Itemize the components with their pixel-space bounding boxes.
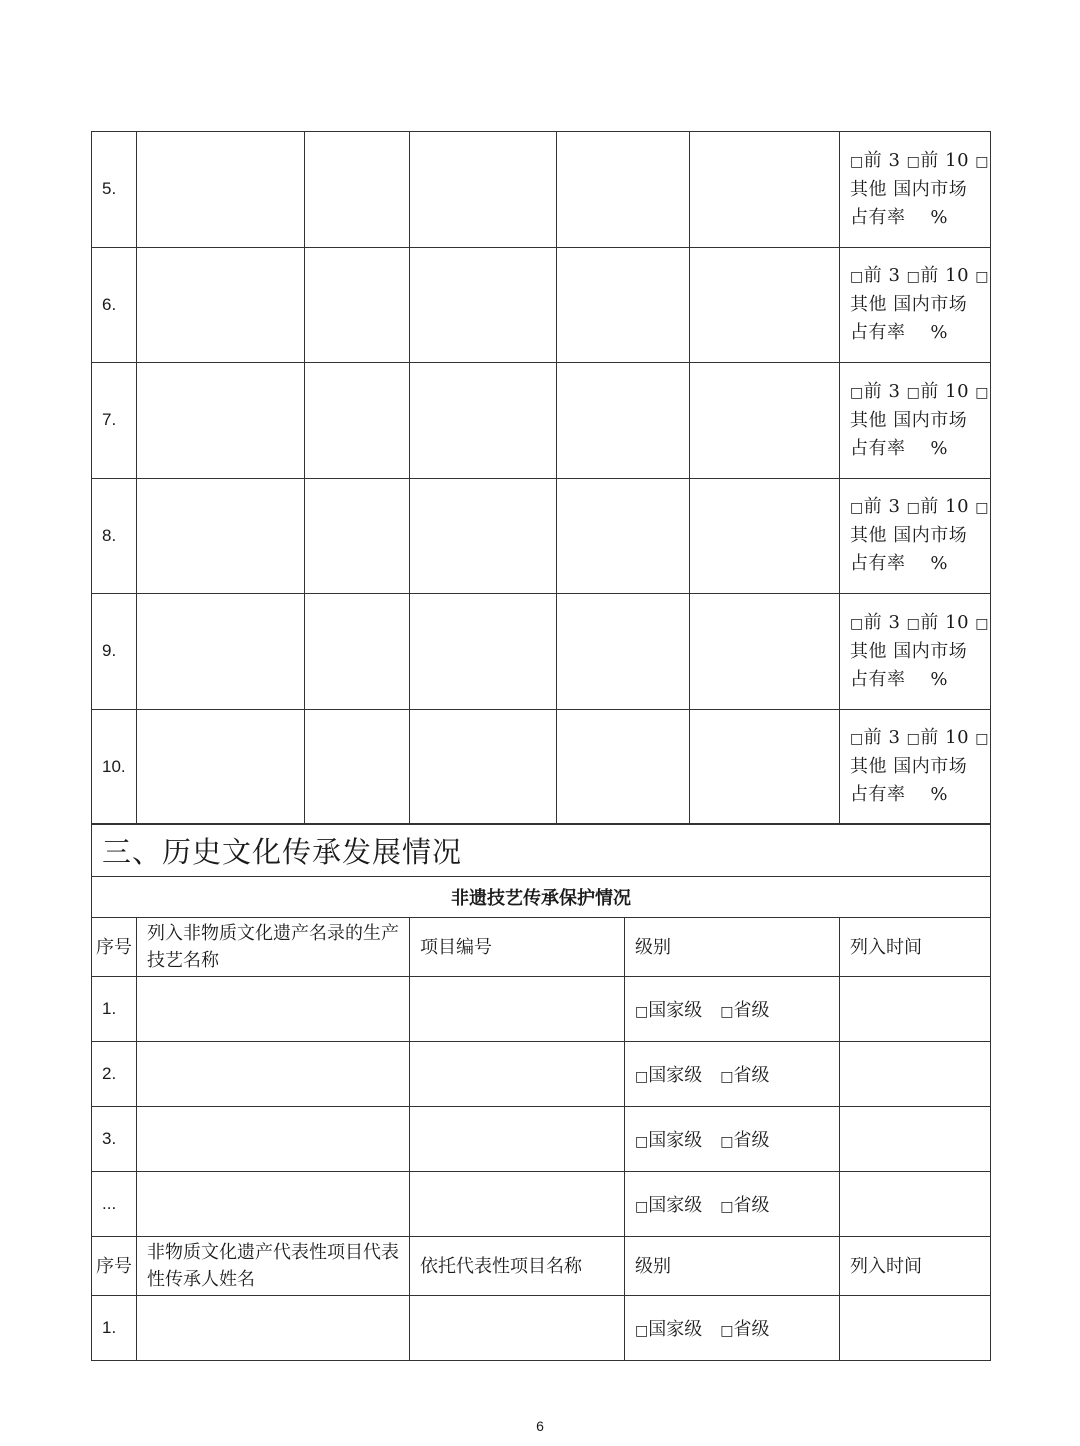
empty-cell[interactable] xyxy=(137,247,305,363)
table-row xyxy=(92,1296,991,1361)
rank-line-3: 占有率 % xyxy=(850,437,948,459)
rank-line-1 xyxy=(850,724,990,753)
rank-line-3: 占有率 % xyxy=(850,553,948,575)
empty-cell[interactable] xyxy=(557,363,690,479)
rank-line-2: 其他 国内市场 xyxy=(850,178,968,200)
checkbox-top10[interactable]: □ xyxy=(906,500,921,517)
checkbox-national[interactable]: □ xyxy=(635,1004,649,1020)
level-national: 国家级 xyxy=(648,1000,703,1021)
table-row xyxy=(92,132,991,248)
subtitle: 非遗技艺传承保护情况 xyxy=(92,877,991,918)
level-provincial: 省级 xyxy=(733,1065,770,1086)
rank-line-2: 其他 国内市场 xyxy=(850,409,968,431)
market-rank-cell xyxy=(840,132,991,248)
empty-cell[interactable] xyxy=(305,478,410,594)
checkbox-provincial[interactable]: □ xyxy=(720,1323,734,1339)
table-row xyxy=(92,247,991,363)
level-options xyxy=(625,1042,840,1107)
empty-cell[interactable] xyxy=(410,478,557,594)
empty-cell[interactable] xyxy=(410,594,557,710)
header2-name: 非物质文化遗产代表性项目代表性传承人姓名 xyxy=(137,1237,410,1296)
table-row xyxy=(92,1042,991,1107)
checkbox-provincial[interactable]: □ xyxy=(720,1134,734,1150)
level-options xyxy=(625,1296,840,1361)
rank-line-1 xyxy=(850,609,990,638)
header2-project: 依托代表性项目名称 xyxy=(410,1237,625,1296)
empty-cell[interactable] xyxy=(305,132,410,248)
row-number: 6. xyxy=(92,247,137,363)
option-top3: 前 3 xyxy=(863,265,901,287)
level-national: 国家级 xyxy=(648,1195,703,1216)
header2-seq: 序号 xyxy=(92,1237,137,1296)
checkbox-top3[interactable]: □ xyxy=(850,153,864,170)
checkbox-other[interactable]: □ xyxy=(975,153,989,170)
empty-cell[interactable] xyxy=(690,247,840,363)
checkbox-top3[interactable]: □ xyxy=(850,500,864,517)
checkbox-top3[interactable]: □ xyxy=(850,384,864,401)
checkbox-top10[interactable]: □ xyxy=(906,615,921,632)
checkbox-provincial[interactable]: □ xyxy=(720,1004,734,1020)
market-rank-cell xyxy=(840,709,991,825)
empty-cell[interactable] xyxy=(557,247,690,363)
level-national: 国家级 xyxy=(648,1130,703,1151)
option-top3: 前 3 xyxy=(863,727,901,749)
empty-cell[interactable] xyxy=(137,1042,410,1107)
checkbox-top3[interactable]: □ xyxy=(850,731,864,748)
heritage-table xyxy=(91,823,991,1361)
level-national: 国家级 xyxy=(648,1065,703,1086)
checkbox-other[interactable]: □ xyxy=(975,731,989,748)
checkbox-top10[interactable]: □ xyxy=(906,153,921,170)
empty-cell[interactable] xyxy=(690,594,840,710)
checkbox-provincial[interactable]: □ xyxy=(720,1069,734,1085)
rank-line-2: 其他 国内市场 xyxy=(850,756,968,778)
level-provincial: 省级 xyxy=(733,1130,770,1151)
level-options xyxy=(625,977,840,1042)
empty-cell[interactable] xyxy=(410,247,557,363)
row-number: 7. xyxy=(92,363,137,479)
market-rank-cell xyxy=(840,478,991,594)
header-time: 列入时间 xyxy=(840,918,991,977)
empty-cell[interactable] xyxy=(137,478,305,594)
rank-line-2: 其他 国内市场 xyxy=(850,294,968,316)
checkbox-national[interactable]: □ xyxy=(635,1323,649,1339)
empty-cell[interactable] xyxy=(305,594,410,710)
empty-cell[interactable] xyxy=(410,1296,625,1361)
row-number: 5. xyxy=(92,132,137,248)
level-provincial: 省级 xyxy=(733,1000,770,1021)
checkbox-other[interactable]: □ xyxy=(975,384,989,401)
checkbox-national[interactable]: □ xyxy=(635,1199,649,1215)
checkbox-top10[interactable]: □ xyxy=(906,269,921,286)
checkbox-top3[interactable]: □ xyxy=(850,615,864,632)
rank-line-3: 占有率 % xyxy=(850,784,948,806)
rank-line-2: 其他 国内市场 xyxy=(850,640,968,662)
empty-cell[interactable] xyxy=(410,1172,625,1237)
table-row xyxy=(92,709,991,825)
checkbox-national[interactable]: □ xyxy=(635,1069,649,1085)
table-row xyxy=(92,594,991,710)
rank-line-1 xyxy=(850,147,990,176)
table-row xyxy=(92,977,991,1042)
checkbox-top10[interactable]: □ xyxy=(906,731,921,748)
market-rank-cell xyxy=(840,594,991,710)
empty-cell[interactable] xyxy=(137,1296,410,1361)
row-number: 1. xyxy=(92,977,137,1042)
table-row xyxy=(92,363,991,479)
option-top10: 前 10 xyxy=(920,380,970,402)
checkbox-other[interactable]: □ xyxy=(975,269,989,286)
empty-cell[interactable] xyxy=(410,1107,625,1172)
empty-cell[interactable] xyxy=(840,977,991,1042)
empty-cell[interactable] xyxy=(840,1107,991,1172)
row-number: 9. xyxy=(92,594,137,710)
empty-cell[interactable] xyxy=(137,363,305,479)
empty-cell[interactable] xyxy=(410,363,557,479)
option-top3: 前 3 xyxy=(863,611,901,633)
row-number: 1. xyxy=(92,1296,137,1361)
empty-cell[interactable] xyxy=(137,1107,410,1172)
market-table xyxy=(91,131,991,825)
header-seq: 序号 xyxy=(92,918,137,977)
option-top3: 前 3 xyxy=(863,496,901,518)
table-row xyxy=(92,1172,991,1237)
checkbox-provincial[interactable]: □ xyxy=(720,1199,734,1215)
header-name: 列入非物质文化遗产名录的生产技艺名称 xyxy=(137,918,410,977)
checkbox-top10[interactable]: □ xyxy=(906,384,921,401)
empty-cell[interactable] xyxy=(410,1042,625,1107)
rank-line-3: 占有率 % xyxy=(850,206,948,228)
row-number: 10. xyxy=(92,709,137,825)
header2-time: 列入时间 xyxy=(840,1237,991,1296)
empty-cell[interactable] xyxy=(410,132,557,248)
level-provincial: 省级 xyxy=(733,1319,770,1340)
market-rank-cell xyxy=(840,363,991,479)
empty-cell[interactable] xyxy=(305,363,410,479)
rank-line-3: 占有率 % xyxy=(850,322,948,344)
table-row xyxy=(92,1107,991,1172)
rank-line-1 xyxy=(850,378,990,407)
option-top3: 前 3 xyxy=(863,149,901,171)
level-national: 国家级 xyxy=(648,1319,703,1340)
empty-cell[interactable] xyxy=(690,363,840,479)
empty-cell[interactable] xyxy=(840,1042,991,1107)
level-options xyxy=(625,1172,840,1237)
page-number: 6 xyxy=(536,1418,544,1434)
option-top10: 前 10 xyxy=(920,727,970,749)
empty-cell[interactable] xyxy=(557,594,690,710)
row-number: ... xyxy=(92,1172,137,1237)
market-rank-cell xyxy=(840,247,991,363)
level-provincial: 省级 xyxy=(733,1195,770,1216)
empty-cell[interactable] xyxy=(137,132,305,248)
rank-line-1 xyxy=(850,262,990,291)
empty-cell[interactable] xyxy=(305,247,410,363)
empty-cell[interactable] xyxy=(137,977,410,1042)
header-level: 级别 xyxy=(625,918,840,977)
option-top10: 前 10 xyxy=(920,611,970,633)
empty-cell[interactable] xyxy=(840,1172,991,1237)
checkbox-top3[interactable]: □ xyxy=(850,269,864,286)
empty-cell[interactable] xyxy=(557,478,690,594)
header-code: 项目编号 xyxy=(410,918,625,977)
section-title: 三、历史文化传承发展情况 xyxy=(92,824,991,877)
row-number: 2. xyxy=(92,1042,137,1107)
checkbox-other[interactable]: □ xyxy=(975,500,989,517)
empty-cell[interactable] xyxy=(557,132,690,248)
option-top10: 前 10 xyxy=(920,149,970,171)
option-top3: 前 3 xyxy=(863,380,901,402)
empty-cell[interactable] xyxy=(137,709,305,825)
rank-line-3: 占有率 % xyxy=(850,668,948,690)
empty-cell[interactable] xyxy=(690,478,840,594)
rank-line-2: 其他 国内市场 xyxy=(850,525,968,547)
level-options xyxy=(625,1107,840,1172)
checkbox-other[interactable]: □ xyxy=(975,615,989,632)
row-number: 8. xyxy=(92,478,137,594)
row-number: 3. xyxy=(92,1107,137,1172)
empty-cell[interactable] xyxy=(305,709,410,825)
table-row xyxy=(92,478,991,594)
empty-cell[interactable] xyxy=(690,132,840,248)
checkbox-national[interactable]: □ xyxy=(635,1134,649,1150)
rank-line-1 xyxy=(850,493,990,522)
empty-cell[interactable] xyxy=(410,977,625,1042)
empty-cell[interactable] xyxy=(690,709,840,825)
empty-cell[interactable] xyxy=(137,594,305,710)
empty-cell[interactable] xyxy=(137,1172,410,1237)
empty-cell[interactable] xyxy=(557,709,690,825)
empty-cell[interactable] xyxy=(410,709,557,825)
option-top10: 前 10 xyxy=(920,496,970,518)
header2-level: 级别 xyxy=(625,1237,840,1296)
empty-cell[interactable] xyxy=(840,1296,991,1361)
option-top10: 前 10 xyxy=(920,265,970,287)
